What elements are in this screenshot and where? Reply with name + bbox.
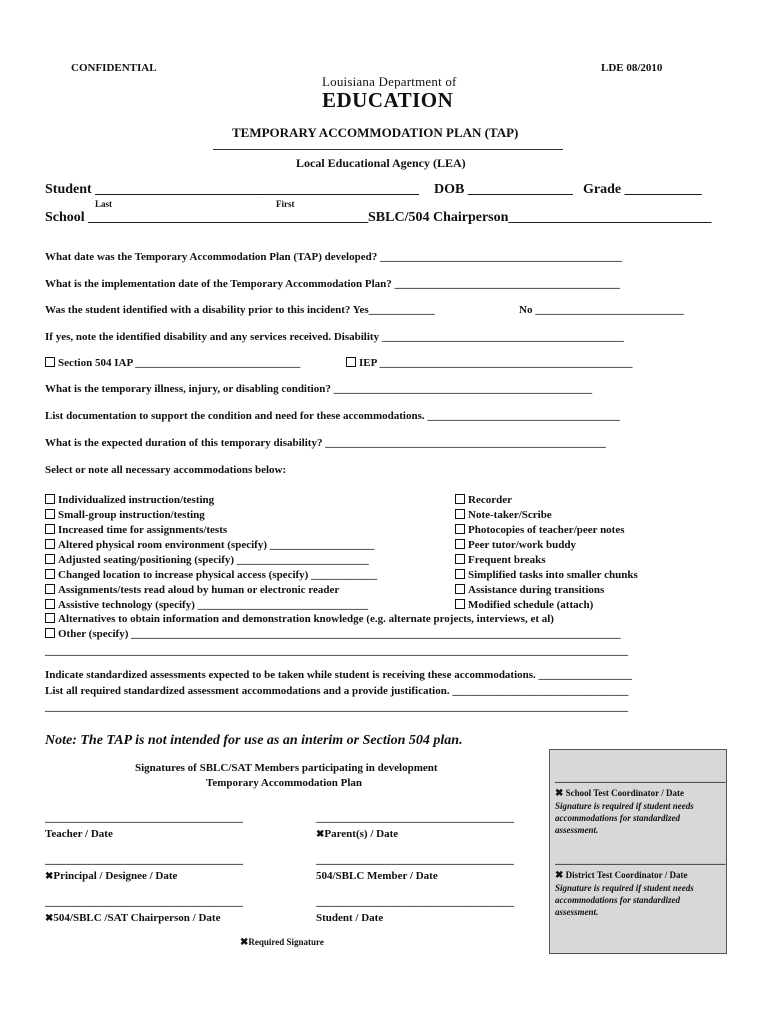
dtc-signature-line[interactable]: _______________________________ [555,854,726,866]
dtc-label: ✖ District Test Coordinator / Date [555,870,688,881]
accommodation-item[interactable]: Assignments/tests read aloud by human or electronic reader [45,583,377,598]
assessments-expected[interactable]: Indicate standardized assessments expected to be taken while student is receiving these accommodations. _________________ [45,669,633,681]
accommodation-item[interactable]: Assistance during transitions [455,583,638,598]
checkbox-icon [45,599,55,609]
accommodation-item[interactable]: Modified schedule (attach) [455,598,638,613]
required-mark-icon: ✖ [555,870,564,881]
required-mark-icon: ✖ [45,913,54,924]
checkbox-icon [45,613,55,623]
logo-line1: Louisiana Department of [322,74,457,89]
principal-signature-line[interactable]: ____________________________________ [45,854,243,866]
parent-signature-line[interactable]: ____________________________________ [316,812,514,824]
required-mark-icon: ✖ [316,829,325,840]
school-field[interactable]: School ________________________________________ [45,210,369,225]
q-prior-disability[interactable]: Was the student identified with a disability prior to this incident? Yes____________ [45,304,435,316]
select-instruction: Select or note all necessary accommodations below: [45,464,287,476]
checkbox-icon [455,599,465,609]
student-field[interactable]: Student ________________________ [45,182,264,197]
checkbox-icon [45,628,55,638]
dtc-note: Signature is required if student needs accommodations for standardized assessment. [555,883,694,917]
stc-signature-line[interactable]: _______________________________ [555,772,726,784]
checkbox-icon [45,569,55,579]
lde-logo [322,74,457,113]
q-implementation-date[interactable]: What is the implementation date of the Temporary Accommodation Plan? _________________________________________ [45,278,621,290]
q-documentation[interactable]: List documentation to support the condition and need for these accommodations. ___________________________________ [45,410,620,422]
checkbox-icon [45,494,55,504]
accommodation-item[interactable]: Increased time for assignments/tests [45,523,377,538]
principal-label: ✖Principal / Designee / Date [45,870,178,882]
accommodation-item[interactable]: Recorder [455,493,638,508]
accommodations-left [45,493,377,613]
chairperson-label: ✖504/SBLC /SAT Chairperson / Date [45,912,221,924]
other-continuation-line[interactable]: __________________________________________________________________________________________________________ [45,645,628,657]
member-label: 504/SBLC Member / Date [316,870,438,882]
signatures-subheading: Temporary Accommodation Plan [206,777,363,789]
accommodation-item[interactable]: Frequent breaks [455,553,638,568]
stc-note: Signature is required if student needs accommodations for standardized assessment. [555,801,694,835]
checkbox-icon [45,357,55,367]
required-mark-icon: ✖ [555,788,564,799]
accommodation-item[interactable]: Simplified tasks into smaller chunks [455,568,638,583]
checkbox-icon [45,554,55,564]
accommodation-item[interactable]: Altered physical room environment (specify) ___________________ [45,538,377,553]
checkbox-icon [45,584,55,594]
first-label: First [276,199,295,209]
last-label: Last [95,199,113,209]
logo-line2: EDUCATION [322,88,454,112]
checkbox-icon [455,569,465,579]
tap-note: Note: The TAP is not intended for use as an interim or Section 504 plan. [45,733,463,748]
required-signature-legend: ✖Required Signature [240,937,324,948]
accommodation-item[interactable]: Adjusted seating/positioning (specify) ________________________ [45,553,377,568]
confidential-label: CONFIDENTIAL [71,62,157,74]
accommodation-item[interactable]: Small-group instruction/testing [45,508,377,523]
accommodation-item[interactable]: Individualized instruction/testing [45,493,377,508]
checkbox-icon [455,539,465,549]
student-label: Student / Date [316,912,384,924]
q-duration[interactable]: What is the expected duration of this temporary disability? ___________________________________________________ [45,437,606,449]
checkbox-icon [455,494,465,504]
checkbox-icon [346,357,356,367]
checkbox-icon [45,539,55,549]
checkbox-icon [455,554,465,564]
accommodation-item[interactable]: Assistive technology (specify) _______________________________ [45,598,377,613]
form-id: LDE 08/2010 [601,62,663,74]
accommodation-item[interactable]: Note-taker/Scribe [455,508,638,523]
required-mark-icon: ✖ [240,937,249,948]
page-title: TEMPORARY ACCOMMODATION PLAN (TAP) [232,125,519,140]
q-identified-disability[interactable]: If yes, note the identified disability and any services received. Disability ____________________________________________ [45,331,624,343]
accommodation-item[interactable]: Photocopies of teacher/peer notes [455,523,638,538]
test-coordinator-box [549,749,727,954]
q-prior-disability-no[interactable]: No ___________________________ [519,304,684,316]
q-date-developed[interactable]: What date was the Temporary Accommodation Plan (TAP) developed? ____________________________________________ [45,251,622,263]
first-name-field[interactable]: _______________________ [258,182,419,197]
accommodation-item[interactable]: Changed location to increase physical access (specify) ____________ [45,568,377,583]
required-mark-icon: ✖ [45,871,54,882]
checkbox-iep[interactable]: IEP ______________________________________________ [346,357,632,369]
grade-field[interactable]: Grade ___________ [583,182,702,197]
teacher-signature-line[interactable]: ____________________________________ [45,812,243,824]
stc-label: ✖ School Test Coordinator / Date [555,788,684,799]
checkbox-icon [455,584,465,594]
checkbox-icon [455,509,465,519]
assessment-accommodations[interactable]: List all required standardized assessment accommodations and a provide justification. ________________________________ [45,685,629,697]
signatures-heading: Signatures of SBLC/SAT Members participating in development [135,762,438,774]
teacher-label: Teacher / Date [45,828,113,840]
assessment-continuation-line[interactable]: __________________________________________________________________________________________________________ [45,701,628,713]
chairperson-field[interactable]: SBLC/504 Chairperson_____________________________ [368,210,712,225]
chairperson-signature-line[interactable]: ____________________________________ [45,896,243,908]
checkbox-icon [45,509,55,519]
student-signature-line[interactable]: ____________________________________ [316,896,514,908]
title-underline [213,149,563,150]
dob-field[interactable]: DOB _______________ [434,182,573,197]
checkbox-icon [455,524,465,534]
member-signature-line[interactable]: ____________________________________ [316,854,514,866]
accommodation-item[interactable]: Peer tutor/work buddy [455,538,638,553]
checkbox-icon [45,524,55,534]
q-condition[interactable]: What is the temporary illness, injury, or disabling condition? _______________________________________________ [45,383,593,395]
checkbox-section-504[interactable]: Section 504 IAP ______________________________ [45,357,300,369]
parent-label: ✖Parent(s) / Date [316,828,399,840]
lea-label: Local Educational Agency (LEA) [296,156,466,170]
accommodations-right [455,493,638,613]
checkbox-other[interactable]: Other (specify) _________________________________________________________________________________________ [45,628,621,640]
checkbox-alternatives[interactable]: Alternatives to obtain information and demonstration knowledge (e.g. alternate projects, interviews, et al) [45,613,554,625]
